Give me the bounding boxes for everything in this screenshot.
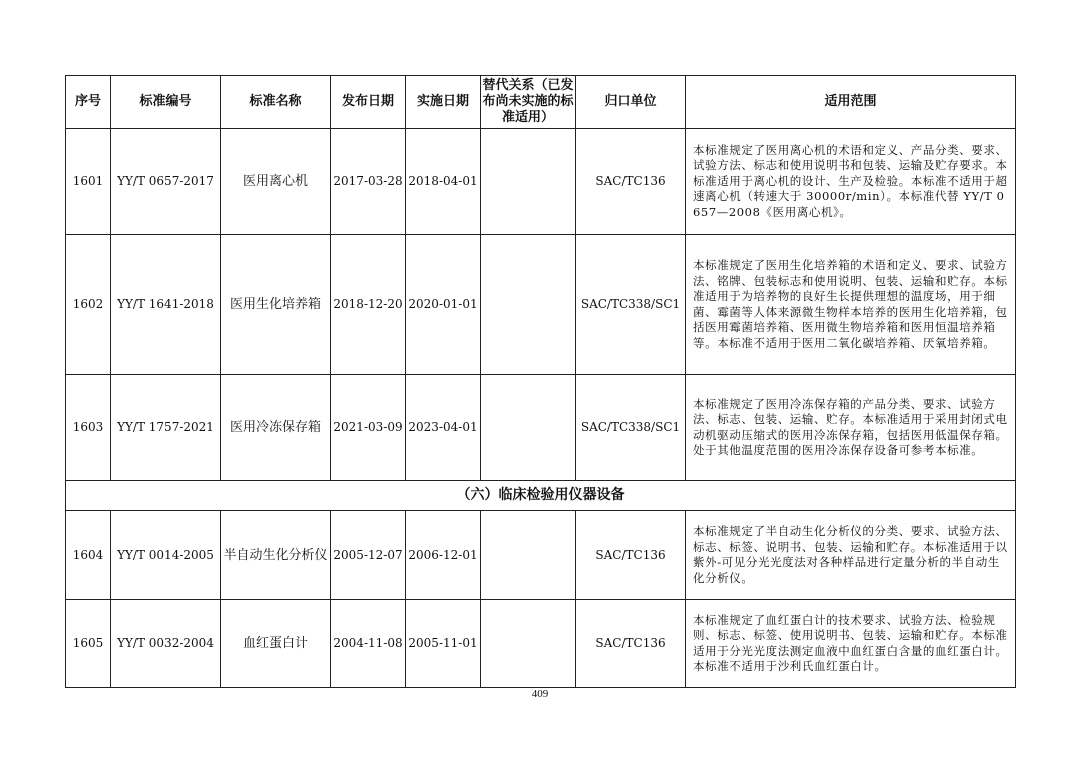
table-row (66, 235, 1016, 375)
unit-cell: SAC/TC136 (576, 600, 686, 688)
header-row (66, 76, 1016, 129)
header-replacement: 替代关系（已发布尚未实施的标准适用） (481, 76, 576, 129)
name-cell: 医用冷冻保存箱 (221, 375, 331, 481)
unit-cell: SAC/TC338/SC1 (576, 235, 686, 375)
replacement-cell (481, 375, 576, 481)
code-cell: YY/T 0657-2017 (111, 129, 221, 235)
header-code: 标准编号 (111, 76, 221, 129)
header-publish-date: 发布日期 (331, 76, 406, 129)
header-name: 标准名称 (221, 76, 331, 129)
name-cell: 血红蛋白计 (221, 600, 331, 688)
code-cell: YY/T 0014-2005 (111, 511, 221, 600)
code-cell: YY/T 1757-2021 (111, 375, 221, 481)
implement-date-cell: 2018-04-01 (406, 129, 481, 235)
serial-cell: 1604 (66, 511, 111, 600)
page-number: 409 (531, 688, 549, 700)
serial-cell: 1602 (66, 235, 111, 375)
name-cell: 医用生化培养箱 (221, 235, 331, 375)
publish-date-cell: 2021-03-09 (331, 375, 406, 481)
header-scope: 适用范围 (686, 76, 1016, 129)
serial-cell: 1605 (66, 600, 111, 688)
publish-date-cell: 2004-11-08 (331, 600, 406, 688)
implement-date-cell: 2020-01-01 (406, 235, 481, 375)
implement-date-cell: 2005-11-01 (406, 600, 481, 688)
header-implement-date: 实施日期 (406, 76, 481, 129)
implement-date-cell: 2006-12-01 (406, 511, 481, 600)
header-unit: 归口单位 (576, 76, 686, 129)
standards-table (65, 75, 1016, 688)
serial-cell: 1601 (66, 129, 111, 235)
serial-cell: 1603 (66, 375, 111, 481)
unit-cell: SAC/TC136 (576, 511, 686, 600)
table-row (66, 129, 1016, 235)
publish-date-cell: 2005-12-07 (331, 511, 406, 600)
table-row (66, 600, 1016, 688)
code-cell: YY/T 1641-2018 (111, 235, 221, 375)
unit-cell: SAC/TC136 (576, 129, 686, 235)
replacement-cell (481, 511, 576, 600)
table-row (66, 511, 1016, 600)
scope-cell: 本标准规定了医用离心机的术语和定义、产品分类、要求、试验方法、标志和使用说明书和包装、运输及贮存要求。本标准适用于离心机的设计、生产及检验。本标准不适用于超速离心机（转速大于 30000r/min）。本标准代替 YY/T 0657—2008《医用离心机》。 (686, 129, 1016, 235)
publish-date-cell: 2018-12-20 (331, 235, 406, 375)
unit-cell: SAC/TC338/SC1 (576, 375, 686, 481)
replacement-cell (481, 129, 576, 235)
scope-cell: 本标准规定了医用冷冻保存箱的产品分类、要求、试验方法、标志、包装、运输、贮存。本标准适用于采用封闭式电动机驱动压缩式的医用冷冻保存箱，包括医用低温保存箱。处于其他温度范围的医用冷冻保存设备可参考本标准。 (686, 375, 1016, 481)
implement-date-cell: 2023-04-01 (406, 375, 481, 481)
name-cell: 半自动生化分析仪 (221, 511, 331, 600)
replacement-cell (481, 235, 576, 375)
scope-cell: 本标准规定了医用生化培养箱的术语和定义、要求、试验方法、铭牌、包装标志和使用说明、包装、运输和贮存。本标准适用于为培养物的良好生长提供理想的温度场，用于细菌、霉菌等人体来源微生物样本培养的医用生化培养箱，包括医用霉菌培养箱、医用微生物培养箱和医用恒温培养箱等。本标准不适用于医用二氧化碳培养箱、厌氧培养箱。 (686, 235, 1016, 375)
scope-cell: 本标准规定了半自动生化分析仪的分类、要求、试验方法、标志、标签、说明书、包装、运输和贮存。本标准适用于以紫外-可见分光光度法对各种样品进行定量分析的半自动生化分析仪。 (686, 511, 1016, 600)
replacement-cell (481, 600, 576, 688)
section-title: （六）临床检验用仪器设备 (66, 481, 1016, 511)
section-row (66, 481, 1016, 511)
header-serial: 序号 (66, 76, 111, 129)
scope-cell: 本标准规定了血红蛋白计的技术要求、试验方法、检验规则、标志、标签、使用说明书、包装、运输和贮存。本标准适用于分光光度法测定血液中血红蛋白含量的血红蛋白计。本标准不适用于沙利氏血红蛋白计。 (686, 600, 1016, 688)
code-cell: YY/T 0032-2004 (111, 600, 221, 688)
table-row (66, 375, 1016, 481)
name-cell: 医用离心机 (221, 129, 331, 235)
publish-date-cell: 2017-03-28 (331, 129, 406, 235)
